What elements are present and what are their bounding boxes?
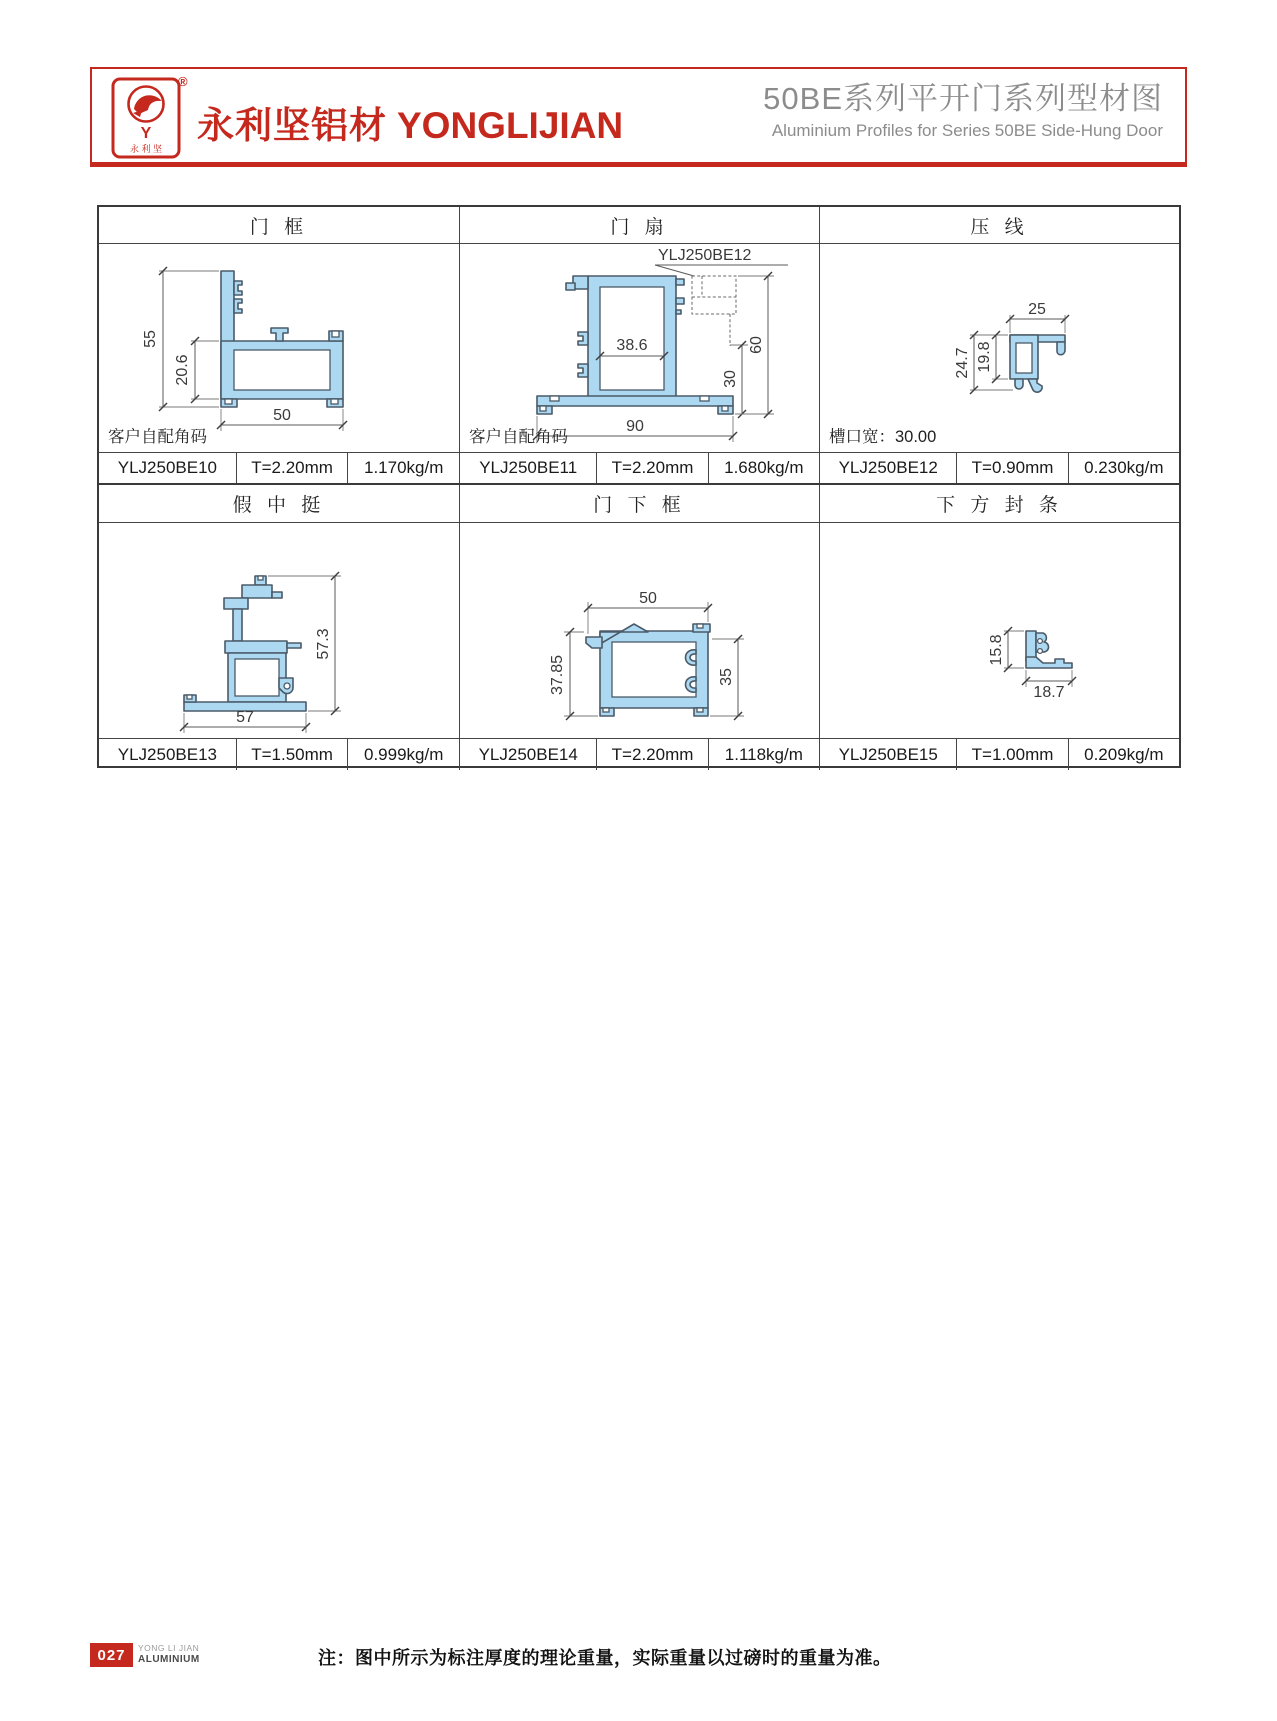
dim-15-8: 15.8 [987, 633, 1005, 666]
doc-title-cn: 50BE系列平开门系列型材图 [763, 81, 1163, 116]
info-door-frame [99, 453, 459, 483]
profile-table [97, 205, 1181, 768]
footer-brand-aluminium: ALUMINIUM [138, 1654, 200, 1665]
header [90, 67, 1187, 167]
profile-weight: 1.680kg/m [708, 453, 819, 483]
header-bottom-frame: 门 下 框 [459, 485, 819, 522]
section1-drawing-row [99, 244, 1179, 452]
cell-note: 槽口宽：30.00 [829, 428, 937, 446]
profile-thickness: T=0.90mm [956, 453, 1067, 483]
dim-90: 90 [625, 417, 644, 435]
profile-thickness: T=1.50mm [236, 739, 348, 770]
dim-24-7: 24.7 [953, 347, 971, 379]
profile-code: YLJ250BE14 [478, 744, 578, 764]
dim-57-3: 57.3 [315, 627, 332, 660]
header-bead: 压 线 [819, 207, 1179, 243]
bottom-frame-profile [586, 624, 710, 716]
info-door-sash [459, 453, 819, 483]
section2-header-row [99, 483, 1179, 523]
door-frame-profile [221, 271, 343, 407]
dim-57: 57 [236, 708, 254, 726]
profile-thickness: T=2.20mm [596, 739, 707, 770]
drawing-cell-bottom-frame [459, 523, 819, 738]
dim-38-6: 38.6 [615, 336, 648, 354]
dim-35: 35 [717, 667, 735, 686]
drawing-cell-mullion [99, 523, 459, 738]
company-name-en: YONGLIJIAN [397, 105, 624, 146]
cell-note: 客户自配角码 [469, 428, 568, 446]
bead-drawing [850, 273, 1150, 423]
dim-20-6: 20.6 [174, 354, 191, 386]
company-logo [110, 76, 196, 160]
info-seal-strip [819, 739, 1179, 770]
dim-25: 25 [1027, 301, 1046, 318]
door-frame-drawing [119, 253, 439, 443]
info-mullion [99, 739, 459, 770]
mullion-drawing [129, 526, 429, 736]
footer-brand-name: YONG LI JIAN [138, 1643, 200, 1653]
profile-code: YLJ250BE12 [838, 458, 938, 477]
header-seal-strip: 下 方 封 条 [819, 485, 1179, 522]
profile-weight: 1.118kg/m [708, 739, 819, 770]
bottom-frame-drawing [500, 536, 780, 726]
profile-weight: 0.230kg/m [1068, 453, 1179, 483]
dim-50: 50 [273, 407, 291, 424]
profile-code: YLJ250BE10 [117, 458, 218, 477]
dim-37-85: 37.85 [548, 654, 566, 695]
section2-info-row [99, 738, 1179, 770]
logo-y-glyph: Y [140, 125, 152, 142]
info-bottom-frame [459, 739, 819, 770]
info-bead [819, 453, 1179, 483]
dim-18-7: 18.7 [1032, 683, 1065, 701]
profile-weight: 0.999kg/m [347, 739, 459, 770]
header-door-sash: 门 扇 [459, 207, 819, 243]
dim-50: 50 [638, 589, 657, 607]
profile-code: YLJ250BE11 [479, 458, 578, 477]
profile-thickness: T=2.20mm [596, 453, 707, 483]
header-door-frame: 门 框 [249, 216, 309, 238]
logo-chars: 永 利 坚 [129, 144, 163, 154]
door-sash-drawing [480, 246, 800, 451]
seal-strip-drawing [880, 561, 1120, 701]
door-sash-callout [655, 247, 788, 276]
profile-code: YLJ250BE13 [117, 744, 218, 764]
callout-ylj250be12: YLJ250BE12 [657, 246, 751, 264]
profile-thickness: T=2.20mm [236, 453, 348, 483]
section2-drawing-row [99, 523, 1179, 738]
company-name-cn: 永利坚铝材 [197, 105, 387, 146]
drawing-cell-door-sash [459, 244, 819, 452]
profile-weight: 0.209kg/m [1068, 739, 1179, 770]
mullion-profile [184, 576, 306, 711]
dim-30: 30 [721, 369, 739, 388]
section1-info-row [99, 452, 1179, 483]
profile-thickness: T=1.00mm [956, 739, 1067, 770]
doc-title-en: Aluminium Profiles for Series 50BE Side-Hung Door [771, 121, 1163, 140]
dim-60: 60 [747, 335, 765, 354]
profile-weight: 1.170kg/m [347, 453, 459, 483]
dim-19-8: 19.8 [975, 341, 993, 373]
profile-code: YLJ250BE15 [838, 744, 938, 764]
footer-brand [138, 1643, 200, 1665]
drawing-cell-door-frame [99, 244, 459, 452]
company-name [197, 95, 623, 149]
drawing-cell-seal-strip [819, 523, 1179, 738]
registered-mark: ® [178, 74, 188, 89]
section1-header-row [99, 207, 1179, 244]
bead-profile [1010, 335, 1065, 392]
dim-55: 55 [142, 330, 159, 348]
doc-titles [763, 79, 1163, 143]
header-mullion: 假 中 挺 [232, 495, 326, 516]
bead-dashed-outline [692, 276, 736, 346]
page-number-badge: 027 [90, 1643, 133, 1667]
drawing-cell-bead [819, 244, 1179, 452]
footer-note: 注：图中所示为标注厚度的理论重量，实际重量以过磅时的重量为准。 [318, 1648, 892, 1668]
cell-note: 客户自配角码 [108, 428, 207, 446]
seal-strip-profile [1026, 631, 1072, 668]
